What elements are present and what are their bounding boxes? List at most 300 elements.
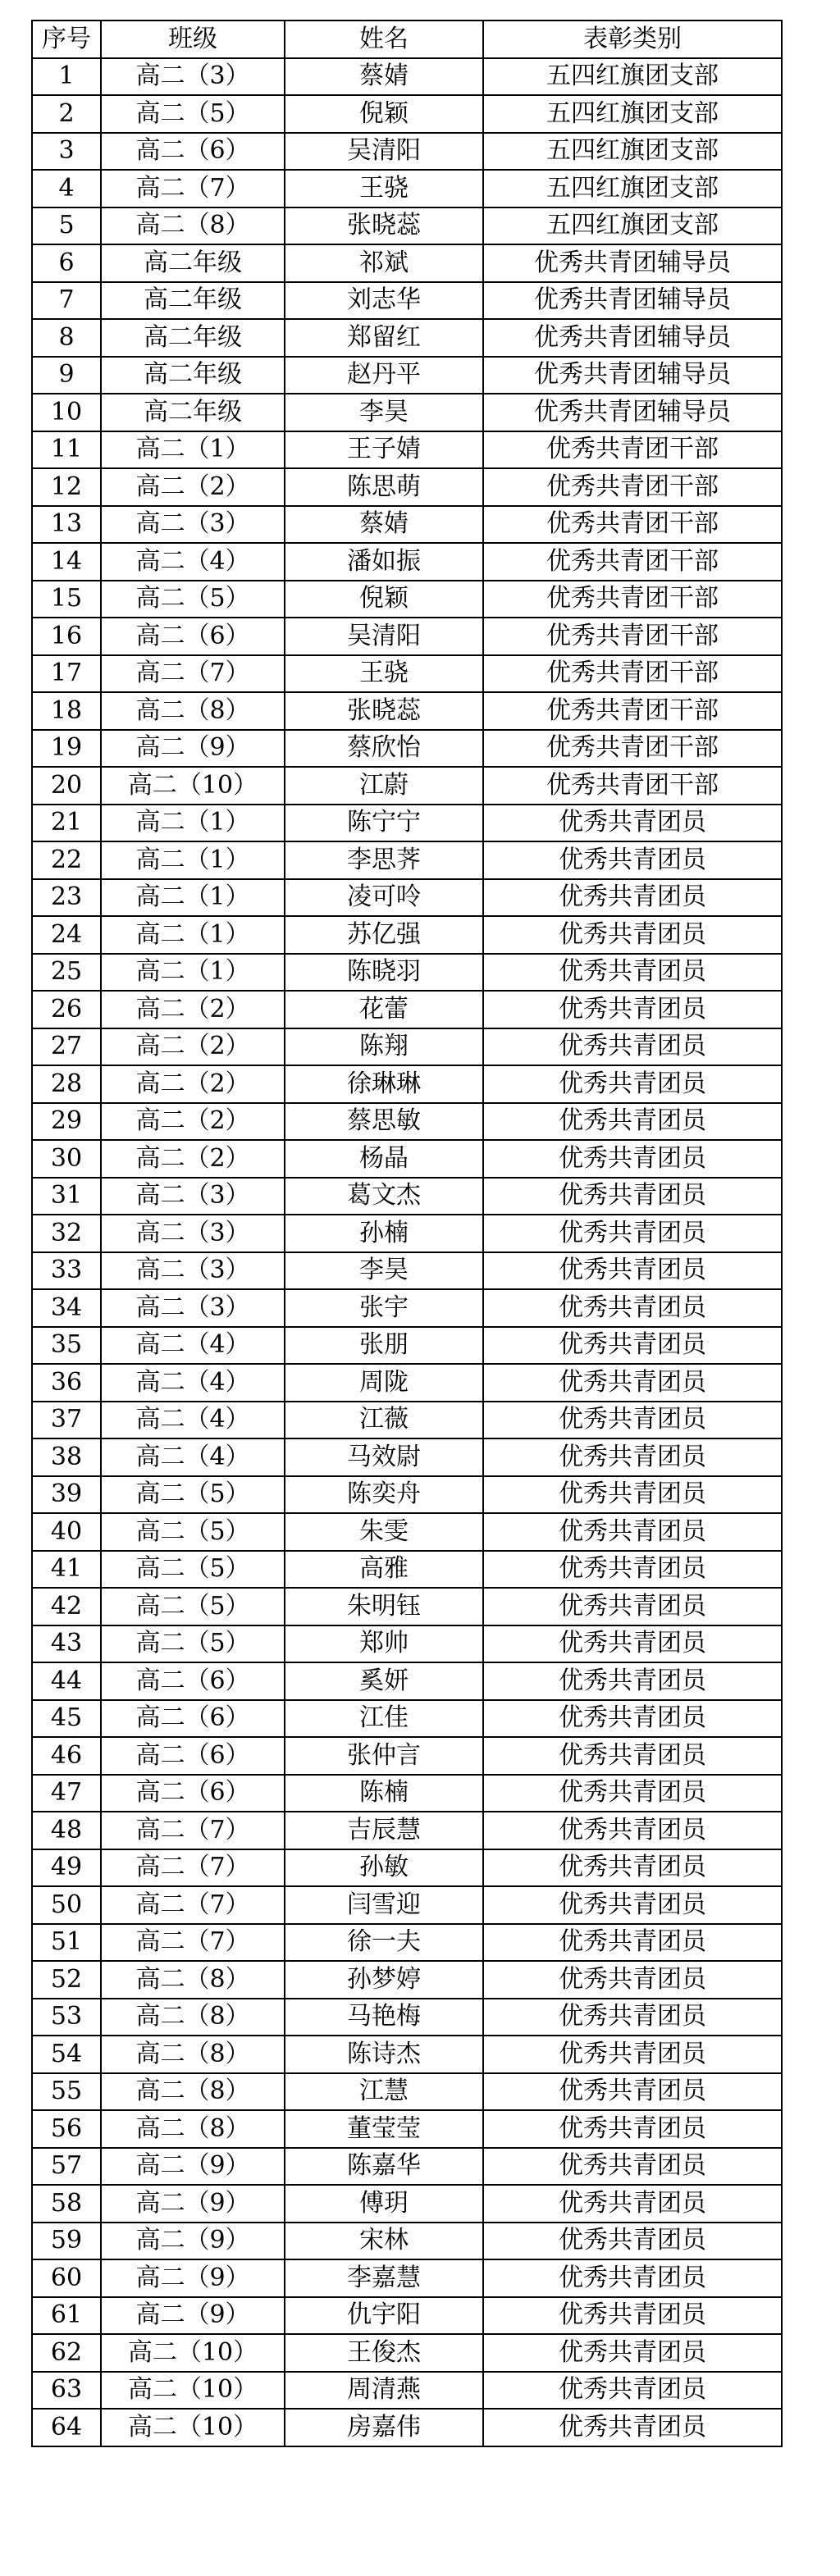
cell-index: 62 bbox=[32, 2334, 101, 2372]
cell-class: 高二（7） bbox=[101, 170, 285, 207]
cell-award-category: 优秀共青团员 bbox=[483, 2334, 782, 2372]
table-row bbox=[32, 2372, 782, 2410]
cell-name: 苏亿强 bbox=[285, 916, 483, 954]
cell-award-category: 优秀共青团员 bbox=[483, 1327, 782, 1365]
cell-index: 33 bbox=[32, 1252, 101, 1290]
header-name: 姓名 bbox=[285, 21, 483, 58]
cell-class: 高二（9） bbox=[101, 2223, 285, 2260]
cell-award-category: 优秀共青团员 bbox=[483, 1961, 782, 1999]
cell-award-category: 优秀共青团辅导员 bbox=[483, 319, 782, 357]
table-row bbox=[32, 244, 782, 282]
cell-award-category: 优秀共青团员 bbox=[483, 1140, 782, 1178]
table-row bbox=[32, 581, 782, 618]
cell-award-category: 优秀共青团员 bbox=[483, 805, 782, 842]
table-row bbox=[32, 357, 782, 394]
cell-index: 19 bbox=[32, 730, 101, 768]
cell-index: 50 bbox=[32, 1886, 101, 1924]
cell-award-category: 优秀共青团员 bbox=[483, 1588, 782, 1625]
cell-name: 郑留红 bbox=[285, 319, 483, 357]
table-row bbox=[32, 1289, 782, 1327]
cell-name: 赵丹平 bbox=[285, 357, 483, 394]
cell-index: 6 bbox=[32, 244, 101, 282]
cell-award-category: 五四红旗团支部 bbox=[483, 170, 782, 207]
cell-index: 21 bbox=[32, 805, 101, 842]
table-row bbox=[32, 692, 782, 730]
table-row bbox=[32, 1065, 782, 1103]
cell-name: 江蔚 bbox=[285, 767, 483, 805]
table-row bbox=[32, 1402, 782, 1439]
cell-award-category: 五四红旗团支部 bbox=[483, 133, 782, 171]
cell-award-category: 优秀共青团员 bbox=[483, 1999, 782, 2036]
cell-award-category: 优秀共青团员 bbox=[483, 2185, 782, 2223]
honor-roll-table bbox=[31, 20, 783, 2447]
cell-class: 高二（5） bbox=[101, 1588, 285, 1625]
cell-name: 张晓蕊 bbox=[285, 207, 483, 245]
cell-index: 3 bbox=[32, 133, 101, 171]
table-row bbox=[32, 468, 782, 506]
cell-award-category: 优秀共青团干部 bbox=[483, 543, 782, 581]
table-row bbox=[32, 1178, 782, 1215]
cell-index: 41 bbox=[32, 1551, 101, 1589]
table-row bbox=[32, 1924, 782, 1962]
table-row bbox=[32, 2110, 782, 2148]
cell-award-category: 优秀共青团干部 bbox=[483, 692, 782, 730]
cell-index: 24 bbox=[32, 916, 101, 954]
cell-name: 傅玥 bbox=[285, 2185, 483, 2223]
cell-name: 张朋 bbox=[285, 1327, 483, 1365]
cell-index: 16 bbox=[32, 618, 101, 655]
table-row bbox=[32, 207, 782, 245]
table-row bbox=[32, 991, 782, 1028]
cell-name: 凌可呤 bbox=[285, 879, 483, 917]
cell-index: 37 bbox=[32, 1402, 101, 1439]
cell-award-category: 五四红旗团支部 bbox=[483, 58, 782, 96]
cell-award-category: 优秀共青团员 bbox=[483, 1513, 782, 1551]
cell-class: 高二（5） bbox=[101, 1513, 285, 1551]
table-row bbox=[32, 655, 782, 693]
cell-class: 高二（9） bbox=[101, 2185, 285, 2223]
cell-award-category: 优秀共青团干部 bbox=[483, 581, 782, 618]
cell-index: 63 bbox=[32, 2372, 101, 2410]
cell-name: 奚妍 bbox=[285, 1662, 483, 1700]
cell-name: 蔡思敏 bbox=[285, 1103, 483, 1141]
cell-name: 吉辰慧 bbox=[285, 1812, 483, 1849]
cell-name: 蔡欣怡 bbox=[285, 730, 483, 768]
cell-index: 7 bbox=[32, 282, 101, 320]
table-row bbox=[32, 1140, 782, 1178]
cell-index: 8 bbox=[32, 319, 101, 357]
cell-index: 4 bbox=[32, 170, 101, 207]
cell-award-category: 优秀共青团员 bbox=[483, 916, 782, 954]
cell-index: 64 bbox=[32, 2409, 101, 2446]
cell-class: 高二（6） bbox=[101, 1775, 285, 1812]
cell-name: 郑帅 bbox=[285, 1625, 483, 1663]
cell-index: 23 bbox=[32, 879, 101, 917]
cell-class: 高二（6） bbox=[101, 1737, 285, 1775]
cell-award-category: 优秀共青团员 bbox=[483, 1924, 782, 1962]
cell-index: 17 bbox=[32, 655, 101, 693]
cell-index: 38 bbox=[32, 1438, 101, 1476]
cell-index: 11 bbox=[32, 431, 101, 469]
table-row bbox=[32, 1028, 782, 1066]
cell-index: 12 bbox=[32, 468, 101, 506]
table-header bbox=[32, 21, 782, 58]
cell-award-category: 优秀共青团员 bbox=[483, 2297, 782, 2335]
cell-name: 吴清阳 bbox=[285, 618, 483, 655]
cell-name: 江慧 bbox=[285, 2073, 483, 2111]
table-row bbox=[32, 282, 782, 320]
cell-award-category: 优秀共青团员 bbox=[483, 1551, 782, 1589]
cell-name: 孙敏 bbox=[285, 1849, 483, 1887]
table-row bbox=[32, 2073, 782, 2111]
cell-award-category: 优秀共青团员 bbox=[483, 1178, 782, 1215]
cell-name: 周清燕 bbox=[285, 2372, 483, 2410]
cell-class: 高二（10） bbox=[101, 2334, 285, 2372]
cell-index: 42 bbox=[32, 1588, 101, 1625]
table-row bbox=[32, 1103, 782, 1141]
cell-class: 高二（8） bbox=[101, 2110, 285, 2148]
cell-class: 高二（2） bbox=[101, 1103, 285, 1141]
cell-award-category: 优秀共青团员 bbox=[483, 1065, 782, 1103]
cell-class: 高二（2） bbox=[101, 1140, 285, 1178]
table-row bbox=[32, 1775, 782, 1812]
cell-index: 27 bbox=[32, 1028, 101, 1066]
table-row bbox=[32, 170, 782, 207]
cell-class: 高二（7） bbox=[101, 655, 285, 693]
cell-index: 25 bbox=[32, 954, 101, 992]
cell-class: 高二（7） bbox=[101, 1812, 285, 1849]
cell-name: 蔡婧 bbox=[285, 58, 483, 96]
table-row bbox=[32, 1588, 782, 1625]
cell-name: 陈晓羽 bbox=[285, 954, 483, 992]
cell-class: 高二（2） bbox=[101, 1065, 285, 1103]
cell-class: 高二（3） bbox=[101, 1178, 285, 1215]
cell-name: 仇宇阳 bbox=[285, 2297, 483, 2335]
cell-index: 60 bbox=[32, 2259, 101, 2297]
cell-name: 张仲言 bbox=[285, 1737, 483, 1775]
table-row bbox=[32, 394, 782, 431]
cell-name: 周陇 bbox=[285, 1364, 483, 1402]
cell-award-category: 优秀共青团辅导员 bbox=[483, 244, 782, 282]
cell-award-category: 优秀共青团员 bbox=[483, 1402, 782, 1439]
cell-name: 高雅 bbox=[285, 1551, 483, 1589]
cell-class: 高二（5） bbox=[101, 1551, 285, 1589]
cell-class: 高二（3） bbox=[101, 58, 285, 96]
cell-award-category: 优秀共青团员 bbox=[483, 954, 782, 992]
cell-class: 高二（10） bbox=[101, 2372, 285, 2410]
table-row bbox=[32, 1476, 782, 1514]
table-row bbox=[32, 767, 782, 805]
cell-name: 江佳 bbox=[285, 1700, 483, 1738]
cell-class: 高二（1） bbox=[101, 954, 285, 992]
cell-class: 高二（7） bbox=[101, 1886, 285, 1924]
cell-class: 高二（6） bbox=[101, 618, 285, 655]
cell-award-category: 优秀共青团员 bbox=[483, 1103, 782, 1141]
cell-name: 潘如振 bbox=[285, 543, 483, 581]
cell-award-category: 优秀共青团员 bbox=[483, 1700, 782, 1738]
cell-class: 高二（3） bbox=[101, 506, 285, 544]
cell-index: 30 bbox=[32, 1140, 101, 1178]
cell-award-category: 优秀共青团干部 bbox=[483, 431, 782, 469]
cell-index: 28 bbox=[32, 1065, 101, 1103]
cell-name: 马艳梅 bbox=[285, 1999, 483, 2036]
cell-index: 46 bbox=[32, 1737, 101, 1775]
cell-name: 陈楠 bbox=[285, 1775, 483, 1812]
cell-class: 高二（10） bbox=[101, 2409, 285, 2446]
cell-award-category: 优秀共青团员 bbox=[483, 1252, 782, 1290]
cell-name: 孙梦婷 bbox=[285, 1961, 483, 1999]
cell-class: 高二（4） bbox=[101, 543, 285, 581]
cell-index: 53 bbox=[32, 1999, 101, 2036]
cell-index: 39 bbox=[32, 1476, 101, 1514]
cell-index: 32 bbox=[32, 1215, 101, 1252]
cell-name: 王骁 bbox=[285, 170, 483, 207]
table-row bbox=[32, 1551, 782, 1589]
cell-index: 49 bbox=[32, 1849, 101, 1887]
cell-index: 51 bbox=[32, 1924, 101, 1962]
cell-name: 闫雪迎 bbox=[285, 1886, 483, 1924]
cell-name: 吴清阳 bbox=[285, 133, 483, 171]
cell-name: 李昊 bbox=[285, 394, 483, 431]
cell-award-category: 优秀共青团员 bbox=[483, 1364, 782, 1402]
cell-name: 蔡婧 bbox=[285, 506, 483, 544]
cell-class: 高二（8） bbox=[101, 1961, 285, 1999]
cell-award-category: 优秀共青团员 bbox=[483, 1476, 782, 1514]
cell-index: 56 bbox=[32, 2110, 101, 2148]
table-row bbox=[32, 1513, 782, 1551]
cell-name: 房嘉伟 bbox=[285, 2409, 483, 2446]
cell-class: 高二（4） bbox=[101, 1438, 285, 1476]
cell-class: 高二（1） bbox=[101, 916, 285, 954]
cell-class: 高二（8） bbox=[101, 2036, 285, 2073]
cell-award-category: 优秀共青团干部 bbox=[483, 618, 782, 655]
cell-name: 董莹莹 bbox=[285, 2110, 483, 2148]
cell-index: 34 bbox=[32, 1289, 101, 1327]
cell-award-category: 优秀共青团员 bbox=[483, 2372, 782, 2410]
table-row bbox=[32, 95, 782, 133]
cell-name: 陈诗杰 bbox=[285, 2036, 483, 2073]
cell-award-category: 优秀共青团员 bbox=[483, 1737, 782, 1775]
table-row bbox=[32, 805, 782, 842]
cell-name: 刘志华 bbox=[285, 282, 483, 320]
table-row bbox=[32, 2409, 782, 2446]
table-row bbox=[32, 1700, 782, 1738]
table-row bbox=[32, 1364, 782, 1402]
cell-index: 35 bbox=[32, 1327, 101, 1365]
cell-name: 朱明钰 bbox=[285, 1588, 483, 1625]
cell-index: 57 bbox=[32, 2148, 101, 2186]
cell-class: 高二（5） bbox=[101, 581, 285, 618]
cell-name: 江薇 bbox=[285, 1402, 483, 1439]
cell-class: 高二年级 bbox=[101, 244, 285, 282]
cell-index: 55 bbox=[32, 2073, 101, 2111]
table-row bbox=[32, 1999, 782, 2036]
cell-name: 宋林 bbox=[285, 2223, 483, 2260]
cell-name: 倪颖 bbox=[285, 95, 483, 133]
table-row bbox=[32, 1327, 782, 1365]
cell-index: 43 bbox=[32, 1625, 101, 1663]
cell-class: 高二（2） bbox=[101, 468, 285, 506]
table-row bbox=[32, 618, 782, 655]
cell-award-category: 优秀共青团员 bbox=[483, 2148, 782, 2186]
table-row bbox=[32, 1886, 782, 1924]
cell-award-category: 优秀共青团员 bbox=[483, 1438, 782, 1476]
cell-class: 高二（1） bbox=[101, 879, 285, 917]
table-row bbox=[32, 319, 782, 357]
cell-index: 14 bbox=[32, 543, 101, 581]
cell-class: 高二（7） bbox=[101, 1924, 285, 1962]
cell-index: 18 bbox=[32, 692, 101, 730]
cell-index: 9 bbox=[32, 357, 101, 394]
cell-index: 61 bbox=[32, 2297, 101, 2335]
table-row bbox=[32, 1252, 782, 1290]
table-row bbox=[32, 58, 782, 96]
cell-name: 陈奕舟 bbox=[285, 1476, 483, 1514]
cell-index: 31 bbox=[32, 1178, 101, 1215]
cell-class: 高二（9） bbox=[101, 730, 285, 768]
cell-class: 高二（1） bbox=[101, 805, 285, 842]
cell-name: 徐琳琳 bbox=[285, 1065, 483, 1103]
cell-award-category: 优秀共青团员 bbox=[483, 1812, 782, 1849]
cell-class: 高二（6） bbox=[101, 1700, 285, 1738]
cell-class: 高二（6） bbox=[101, 133, 285, 171]
cell-award-category: 优秀共青团员 bbox=[483, 1028, 782, 1066]
cell-index: 1 bbox=[32, 58, 101, 96]
cell-class: 高二（4） bbox=[101, 1364, 285, 1402]
cell-class: 高二（4） bbox=[101, 1402, 285, 1439]
table-row bbox=[32, 1438, 782, 1476]
cell-class: 高二（8） bbox=[101, 692, 285, 730]
table-row bbox=[32, 1849, 782, 1887]
cell-class: 高二（3） bbox=[101, 1252, 285, 1290]
cell-award-category: 优秀共青团员 bbox=[483, 1625, 782, 1663]
cell-class: 高二年级 bbox=[101, 357, 285, 394]
header-row bbox=[32, 21, 782, 58]
cell-award-category: 优秀共青团员 bbox=[483, 1849, 782, 1887]
cell-award-category: 优秀共青团干部 bbox=[483, 506, 782, 544]
cell-award-category: 优秀共青团员 bbox=[483, 2073, 782, 2111]
cell-award-category: 优秀共青团员 bbox=[483, 1289, 782, 1327]
cell-name: 朱雯 bbox=[285, 1513, 483, 1551]
table-row bbox=[32, 1215, 782, 1252]
cell-index: 59 bbox=[32, 2223, 101, 2260]
cell-name: 陈嘉华 bbox=[285, 2148, 483, 2186]
cell-class: 高二（8） bbox=[101, 207, 285, 245]
cell-award-category: 优秀共青团员 bbox=[483, 2110, 782, 2148]
cell-award-category: 优秀共青团员 bbox=[483, 1886, 782, 1924]
cell-award-category: 优秀共青团辅导员 bbox=[483, 357, 782, 394]
cell-name: 徐一夫 bbox=[285, 1924, 483, 1962]
cell-class: 高二（10） bbox=[101, 767, 285, 805]
table-row bbox=[32, 2148, 782, 2186]
cell-index: 20 bbox=[32, 767, 101, 805]
cell-award-category: 优秀共青团干部 bbox=[483, 655, 782, 693]
cell-index: 5 bbox=[32, 207, 101, 245]
cell-index: 26 bbox=[32, 991, 101, 1028]
cell-award-category: 优秀共青团员 bbox=[483, 879, 782, 917]
cell-index: 10 bbox=[32, 394, 101, 431]
cell-award-category: 优秀共青团员 bbox=[483, 1662, 782, 1700]
table-row bbox=[32, 2223, 782, 2260]
cell-class: 高二（5） bbox=[101, 1625, 285, 1663]
cell-index: 15 bbox=[32, 581, 101, 618]
cell-award-category: 优秀共青团干部 bbox=[483, 730, 782, 768]
cell-class: 高二（5） bbox=[101, 95, 285, 133]
cell-name: 陈思萌 bbox=[285, 468, 483, 506]
table-row bbox=[32, 506, 782, 544]
cell-class: 高二（2） bbox=[101, 1028, 285, 1066]
cell-award-category: 优秀共青团辅导员 bbox=[483, 394, 782, 431]
header-class: 班级 bbox=[101, 21, 285, 58]
cell-name: 李嘉慧 bbox=[285, 2259, 483, 2297]
cell-name: 李昊 bbox=[285, 1252, 483, 1290]
cell-name: 倪颖 bbox=[285, 581, 483, 618]
table-row bbox=[32, 916, 782, 954]
cell-award-category: 优秀共青团干部 bbox=[483, 468, 782, 506]
table-row bbox=[32, 543, 782, 581]
table-row bbox=[32, 954, 782, 992]
cell-name: 王子婧 bbox=[285, 431, 483, 469]
cell-name: 张晓蕊 bbox=[285, 692, 483, 730]
table-row bbox=[32, 2259, 782, 2297]
cell-index: 52 bbox=[32, 1961, 101, 1999]
table-row bbox=[32, 879, 782, 917]
cell-name: 花蕾 bbox=[285, 991, 483, 1028]
cell-class: 高二（7） bbox=[101, 1849, 285, 1887]
table-row bbox=[32, 133, 782, 171]
cell-class: 高二（8） bbox=[101, 1999, 285, 2036]
cell-index: 44 bbox=[32, 1662, 101, 1700]
cell-class: 高二（6） bbox=[101, 1662, 285, 1700]
cell-award-category: 优秀共青团员 bbox=[483, 2259, 782, 2297]
cell-name: 李思荠 bbox=[285, 841, 483, 879]
cell-index: 36 bbox=[32, 1364, 101, 1402]
cell-index: 47 bbox=[32, 1775, 101, 1812]
cell-class: 高二（5） bbox=[101, 1476, 285, 1514]
table-row bbox=[32, 2334, 782, 2372]
cell-class: 高二（1） bbox=[101, 431, 285, 469]
cell-class: 高二（9） bbox=[101, 2148, 285, 2186]
cell-class: 高二年级 bbox=[101, 319, 285, 357]
cell-class: 高二（9） bbox=[101, 2297, 285, 2335]
cell-index: 2 bbox=[32, 95, 101, 133]
cell-name: 张宇 bbox=[285, 1289, 483, 1327]
cell-class: 高二（4） bbox=[101, 1327, 285, 1365]
header-index: 序号 bbox=[32, 21, 101, 58]
table-row bbox=[32, 1662, 782, 1700]
table-row bbox=[32, 2297, 782, 2335]
cell-class: 高二年级 bbox=[101, 282, 285, 320]
cell-index: 13 bbox=[32, 506, 101, 544]
cell-class: 高二（3） bbox=[101, 1289, 285, 1327]
cell-class: 高二（8） bbox=[101, 2073, 285, 2111]
cell-award-category: 优秀共青团辅导员 bbox=[483, 282, 782, 320]
cell-award-category: 优秀共青团员 bbox=[483, 2036, 782, 2073]
cell-class: 高二年级 bbox=[101, 394, 285, 431]
cell-index: 40 bbox=[32, 1513, 101, 1551]
cell-name: 祁斌 bbox=[285, 244, 483, 282]
table-row bbox=[32, 841, 782, 879]
cell-index: 48 bbox=[32, 1812, 101, 1849]
cell-name: 陈翔 bbox=[285, 1028, 483, 1066]
table-row bbox=[32, 1961, 782, 1999]
cell-award-category: 五四红旗团支部 bbox=[483, 207, 782, 245]
cell-award-category: 优秀共青团干部 bbox=[483, 767, 782, 805]
cell-class: 高二（9） bbox=[101, 2259, 285, 2297]
cell-index: 29 bbox=[32, 1103, 101, 1141]
table-row bbox=[32, 1737, 782, 1775]
table-row bbox=[32, 730, 782, 768]
